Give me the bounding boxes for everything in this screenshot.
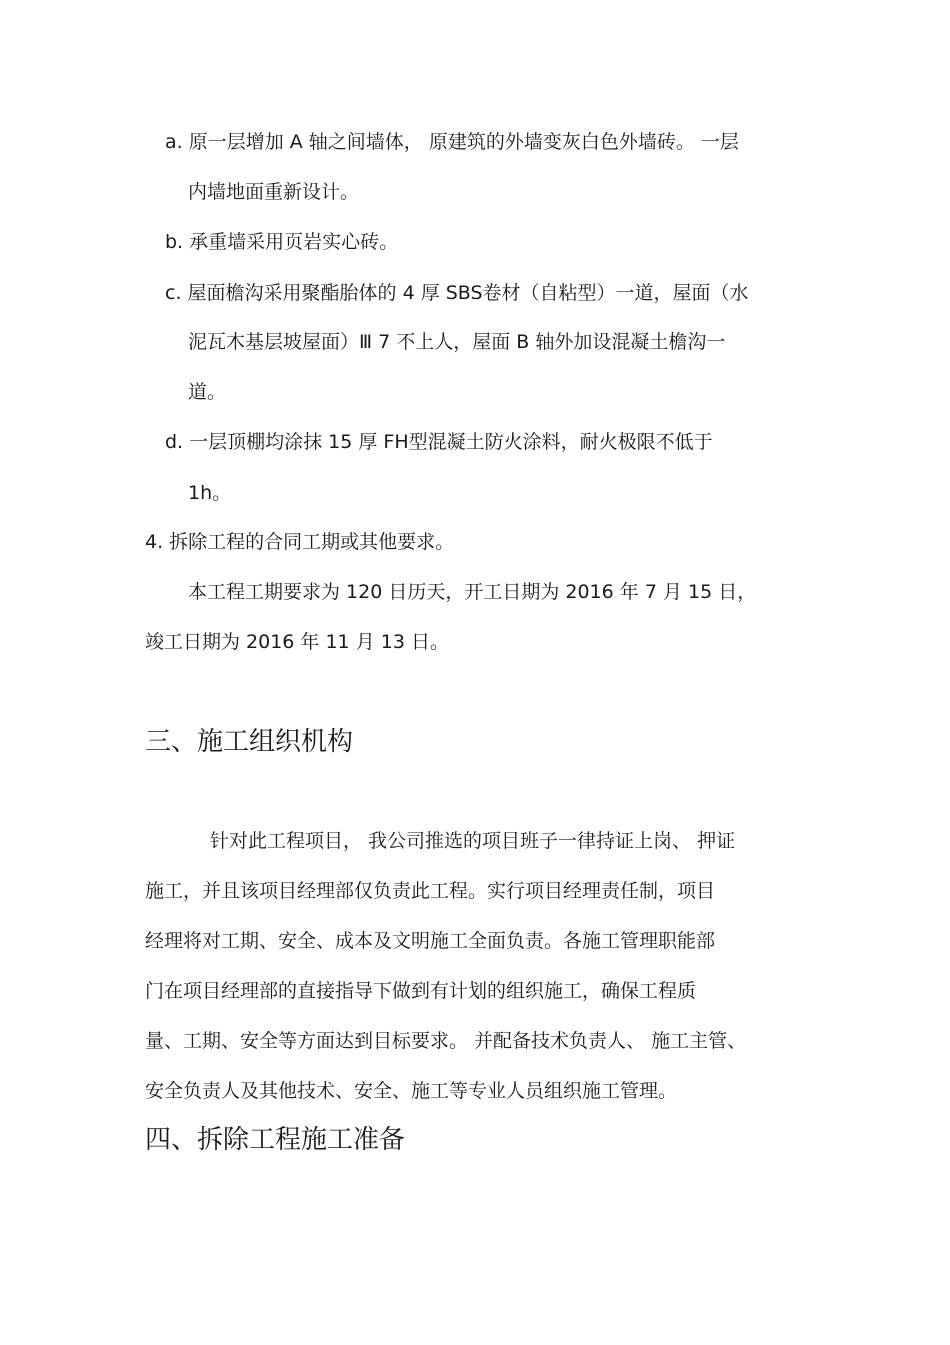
org-paragraph-line-4: 门在项目经理部的直接指导下做到有计划的组织施工，确保工程质 — [145, 980, 697, 1002]
section-4-paragraph-line-1: 本工程工期要求为 120 日历天，开工日期为 2016 年 7 月 15 日， — [188, 581, 757, 603]
org-paragraph-line-6: 安全负责人及其他技术、安全、施工等专业人员组织施工管理。 — [145, 1080, 678, 1102]
section-4-paragraph-line-2: 竣工日期为 2016 年 11 月 13 日。 — [145, 631, 449, 653]
heading-organization: 三、施工组织机构 — [145, 727, 354, 757]
item-d-line-1: d. 一层顶棚均涂抹 15 厚 FH型混凝土防火涂料，耐火极限不低于 — [165, 431, 713, 453]
heading-demolition-preparation: 四、拆除工程施工准备 — [145, 1125, 406, 1155]
item-a-line-2: 内墙地面重新设计。 — [188, 181, 360, 203]
item-d-line-2: 1h。 — [188, 482, 232, 504]
org-paragraph-line-3: 经理将对工期、安全、成本及文明施工全面负责。各施工管理职能部 — [145, 930, 716, 952]
section-4-title: 4. 拆除工程的合同工期或其他要求。 — [145, 531, 455, 553]
item-c-line-3: 道。 — [188, 381, 227, 403]
org-paragraph-line-1: 针对此工程项目， 我公司推选的项目班子一律持证上岗、 押证 — [210, 830, 736, 852]
org-paragraph-line-2: 施工，并且该项目经理部仅负责此工程。实行项目经理责任制，项目 — [145, 880, 716, 902]
item-a-line-1: a. 原一层增加 A 轴之间墙体， 原建筑的外墙变灰白色外墙砖。 一层 — [165, 131, 739, 153]
item-c-line-2: 泥瓦木基层坡屋面）Ⅲ 7 不上人，屋面 B 轴外加设混凝土檐沟一 — [188, 331, 726, 353]
org-paragraph-line-5: 量、工期、安全等方面达到目标要求。 并配备技术负责人、 施工主管、 — [145, 1030, 747, 1052]
item-b-line-1: b. 承重墙采用页岩实心砖。 — [165, 231, 399, 253]
item-c-line-1: c. 屋面檐沟采用聚酯胎体的 4 厚 SBS卷材（自粘型）一道，屋面（水 — [165, 282, 749, 304]
